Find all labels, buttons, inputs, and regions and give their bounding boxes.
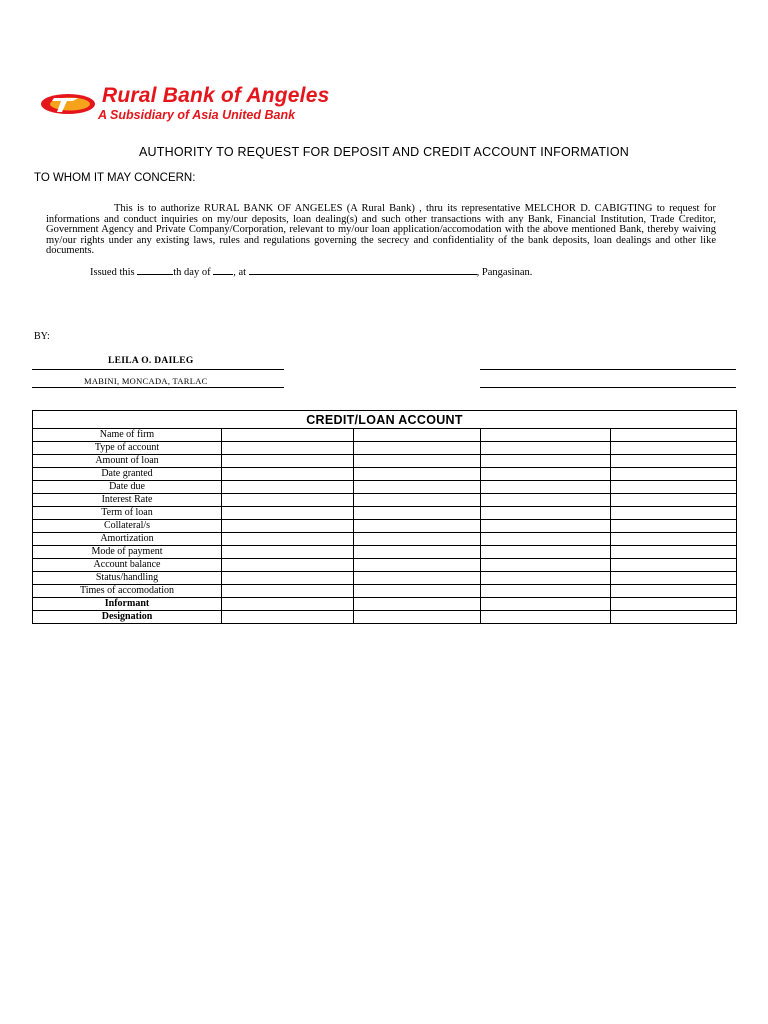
row-label: Amortization	[33, 533, 222, 546]
entry-cell[interactable]	[481, 572, 611, 585]
entry-cell[interactable]	[481, 481, 611, 494]
issued-middle-1: th day of	[173, 267, 214, 278]
entry-cell[interactable]	[481, 468, 611, 481]
entry-cell[interactable]	[611, 611, 737, 624]
entry-cell[interactable]	[611, 598, 737, 611]
entry-cell[interactable]	[222, 598, 354, 611]
entry-cell[interactable]	[354, 507, 481, 520]
row-label: Account balance	[33, 559, 222, 572]
row-label: Status/handling	[33, 572, 222, 585]
entry-cell[interactable]	[481, 559, 611, 572]
row-label: Times of accomodation	[33, 585, 222, 598]
table-row	[33, 572, 737, 585]
row-label: Designation	[33, 611, 222, 624]
issued-prefix: Issued this	[90, 267, 138, 278]
signatory-name: LEILA O. DAILEG	[108, 356, 194, 366]
entry-cell[interactable]	[611, 546, 737, 559]
entry-cell[interactable]	[481, 585, 611, 598]
entry-cell[interactable]	[481, 546, 611, 559]
signatory-address: MABINI, MONCADA, TARLAC	[84, 376, 208, 386]
credit-loan-table	[32, 410, 737, 624]
table-row	[33, 507, 737, 520]
entry-cell[interactable]	[354, 546, 481, 559]
authorization-paragraph	[46, 204, 716, 257]
entry-cell[interactable]	[611, 507, 737, 520]
entry-cell[interactable]	[222, 559, 354, 572]
entry-cell[interactable]	[611, 585, 737, 598]
entry-cell[interactable]	[222, 442, 354, 455]
table-row	[33, 559, 737, 572]
entry-cell[interactable]	[611, 455, 737, 468]
entry-cell[interactable]	[354, 494, 481, 507]
row-label: Mode of payment	[33, 546, 222, 559]
entry-cell[interactable]	[354, 442, 481, 455]
issued-middle-2: , at	[233, 267, 249, 278]
table-title: CREDIT/LOAN ACCOUNT	[33, 411, 737, 429]
row-label: Date due	[33, 481, 222, 494]
issued-month-blank[interactable]	[213, 265, 233, 275]
entry-cell[interactable]	[354, 468, 481, 481]
entry-cell[interactable]	[611, 533, 737, 546]
table-row	[33, 598, 737, 611]
row-label: Term of loan	[33, 507, 222, 520]
entry-cell[interactable]	[222, 481, 354, 494]
entry-cell[interactable]	[222, 494, 354, 507]
entry-cell[interactable]	[611, 572, 737, 585]
table-row	[33, 520, 737, 533]
entry-cell[interactable]	[354, 429, 481, 442]
bank-subtitle: A Subsidiary of Asia United Bank	[98, 108, 296, 122]
entry-cell[interactable]	[611, 481, 737, 494]
issued-day-blank[interactable]	[137, 265, 173, 275]
row-label: Name of firm	[33, 429, 222, 442]
entry-cell[interactable]	[222, 520, 354, 533]
entry-cell[interactable]	[222, 533, 354, 546]
row-label: Informant	[33, 598, 222, 611]
entry-cell[interactable]	[354, 481, 481, 494]
table-row	[33, 533, 737, 546]
entry-cell[interactable]	[611, 468, 737, 481]
entry-cell[interactable]	[481, 520, 611, 533]
row-label: Type of account	[33, 442, 222, 455]
table-row	[33, 546, 737, 559]
entry-cell[interactable]	[354, 455, 481, 468]
entry-cell[interactable]	[611, 559, 737, 572]
entry-cell[interactable]	[354, 585, 481, 598]
issued-line	[90, 265, 532, 278]
salutation: TO WHOM IT MAY CONCERN:	[34, 172, 196, 184]
entry-cell[interactable]	[222, 611, 354, 624]
entry-cell[interactable]	[222, 429, 354, 442]
entry-cell[interactable]	[481, 494, 611, 507]
bank-logo-icon	[40, 92, 96, 116]
signature-line-right[interactable]	[480, 369, 736, 370]
entry-cell[interactable]	[222, 572, 354, 585]
issued-suffix: , Pangasinan.	[476, 267, 533, 278]
entry-cell[interactable]	[222, 455, 354, 468]
entry-cell[interactable]	[481, 611, 611, 624]
table-body	[33, 429, 737, 624]
entry-cell[interactable]	[222, 507, 354, 520]
entry-cell[interactable]	[481, 533, 611, 546]
row-label: Interest Rate	[33, 494, 222, 507]
row-label: Date granted	[33, 468, 222, 481]
table-row	[33, 494, 737, 507]
entry-cell[interactable]	[481, 442, 611, 455]
row-label: Collateral/s	[33, 520, 222, 533]
entry-cell[interactable]	[354, 520, 481, 533]
entry-cell[interactable]	[354, 559, 481, 572]
by-label: BY:	[34, 331, 50, 342]
issued-place-blank[interactable]	[249, 265, 477, 275]
entry-cell[interactable]	[354, 533, 481, 546]
entry-cell[interactable]	[611, 494, 737, 507]
table-row	[33, 455, 737, 468]
address-line-right[interactable]	[480, 387, 736, 388]
table-row	[33, 429, 737, 442]
bank-name: Rural Bank of Angeles	[102, 84, 330, 107]
table-row	[33, 611, 737, 624]
address-line-left	[32, 387, 284, 388]
row-label: Amount of loan	[33, 455, 222, 468]
entry-cell[interactable]	[222, 468, 354, 481]
authorization-text: This is to authorize RURAL BANK OF ANGELES (A Rural Bank) , thru its representative MELCHOR D. CABIGTING to request for informations and conduct inquiries on my/our deposits, loan dealing(s) and such other transactions with any Bank, Financial Institution, Trade Creditor, Government Agency and Private Company/Corporation, relevant to my/our loan application/accomodation with the above mentioned Bank, thereby waiving my/our rights under any existing laws, rules and regulations governing the secrecy and confidentiality of the bank deposits, loan dealings and other like documents.	[46, 203, 716, 256]
entry-cell[interactable]	[222, 546, 354, 559]
signature-line-left	[32, 369, 284, 370]
entry-cell[interactable]	[354, 572, 481, 585]
entry-cell[interactable]	[222, 585, 354, 598]
table-row	[33, 442, 737, 455]
table-row	[33, 585, 737, 598]
entry-cell[interactable]	[481, 455, 611, 468]
entry-cell[interactable]	[481, 429, 611, 442]
table-row	[33, 468, 737, 481]
entry-cell[interactable]	[354, 611, 481, 624]
bank-logo	[40, 84, 510, 128]
document-title: AUTHORITY TO REQUEST FOR DEPOSIT AND CREDIT ACCOUNT INFORMATION	[139, 145, 629, 159]
table-row	[33, 481, 737, 494]
entry-cell[interactable]	[611, 520, 737, 533]
entry-cell[interactable]	[481, 507, 611, 520]
entry-cell[interactable]	[611, 442, 737, 455]
entry-cell[interactable]	[611, 429, 737, 442]
entry-cell[interactable]	[481, 598, 611, 611]
entry-cell[interactable]	[354, 598, 481, 611]
